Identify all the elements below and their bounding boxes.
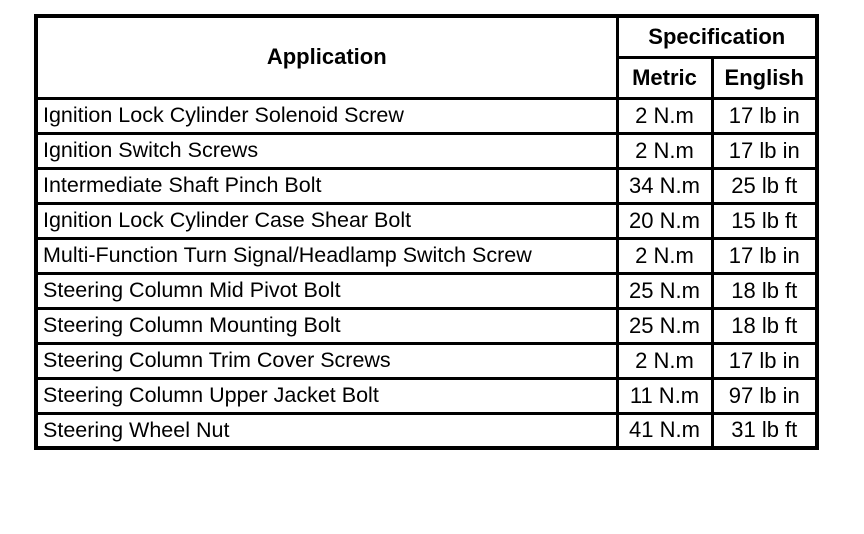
application-cell: Steering Wheel Nut xyxy=(36,413,617,448)
application-cell: Steering Column Upper Jacket Bolt xyxy=(36,378,617,413)
table-row xyxy=(36,238,817,273)
metric-cell: 2 N.m xyxy=(617,133,712,168)
table-row xyxy=(36,133,817,168)
application-column-header: Application xyxy=(36,16,617,98)
table-row xyxy=(36,98,817,133)
table-row xyxy=(36,308,817,343)
table-row xyxy=(36,273,817,308)
english-cell: 17 lb in xyxy=(712,133,817,168)
fastener-spec-table xyxy=(34,14,819,450)
table-row xyxy=(36,203,817,238)
english-cell: 97 lb in xyxy=(712,378,817,413)
english-cell: 17 lb in xyxy=(712,238,817,273)
application-cell: Ignition Lock Cylinder Case Shear Bolt xyxy=(36,203,617,238)
table-row xyxy=(36,413,817,448)
specification-column-header: Specification xyxy=(617,16,817,57)
table-row xyxy=(36,168,817,203)
table-body xyxy=(36,98,817,448)
metric-cell: 2 N.m xyxy=(617,98,712,133)
metric-cell: 2 N.m xyxy=(617,343,712,378)
metric-cell: 41 N.m xyxy=(617,413,712,448)
application-cell: Ignition Lock Cylinder Solenoid Screw xyxy=(36,98,617,133)
metric-cell: 34 N.m xyxy=(617,168,712,203)
application-cell: Ignition Switch Screws xyxy=(36,133,617,168)
table-header xyxy=(36,16,817,98)
application-cell: Steering Column Trim Cover Screws xyxy=(36,343,617,378)
english-cell: 18 lb ft xyxy=(712,308,817,343)
metric-cell: 11 N.m xyxy=(617,378,712,413)
english-column-header: English xyxy=(712,57,817,98)
application-cell: Multi-Function Turn Signal/Headlamp Switch Screw xyxy=(36,238,617,273)
metric-column-header: Metric xyxy=(617,57,712,98)
metric-cell: 20 N.m xyxy=(617,203,712,238)
english-cell: 31 lb ft xyxy=(712,413,817,448)
metric-cell: 25 N.m xyxy=(617,273,712,308)
metric-cell: 2 N.m xyxy=(617,238,712,273)
english-cell: 25 lb ft xyxy=(712,168,817,203)
metric-cell: 25 N.m xyxy=(617,308,712,343)
english-cell: 17 lb in xyxy=(712,343,817,378)
application-cell: Intermediate Shaft Pinch Bolt xyxy=(36,168,617,203)
english-cell: 18 lb ft xyxy=(712,273,817,308)
application-cell: Steering Column Mid Pivot Bolt xyxy=(36,273,617,308)
table-row xyxy=(36,378,817,413)
english-cell: 17 lb in xyxy=(712,98,817,133)
table-row xyxy=(36,343,817,378)
english-cell: 15 lb ft xyxy=(712,203,817,238)
application-cell: Steering Column Mounting Bolt xyxy=(36,308,617,343)
